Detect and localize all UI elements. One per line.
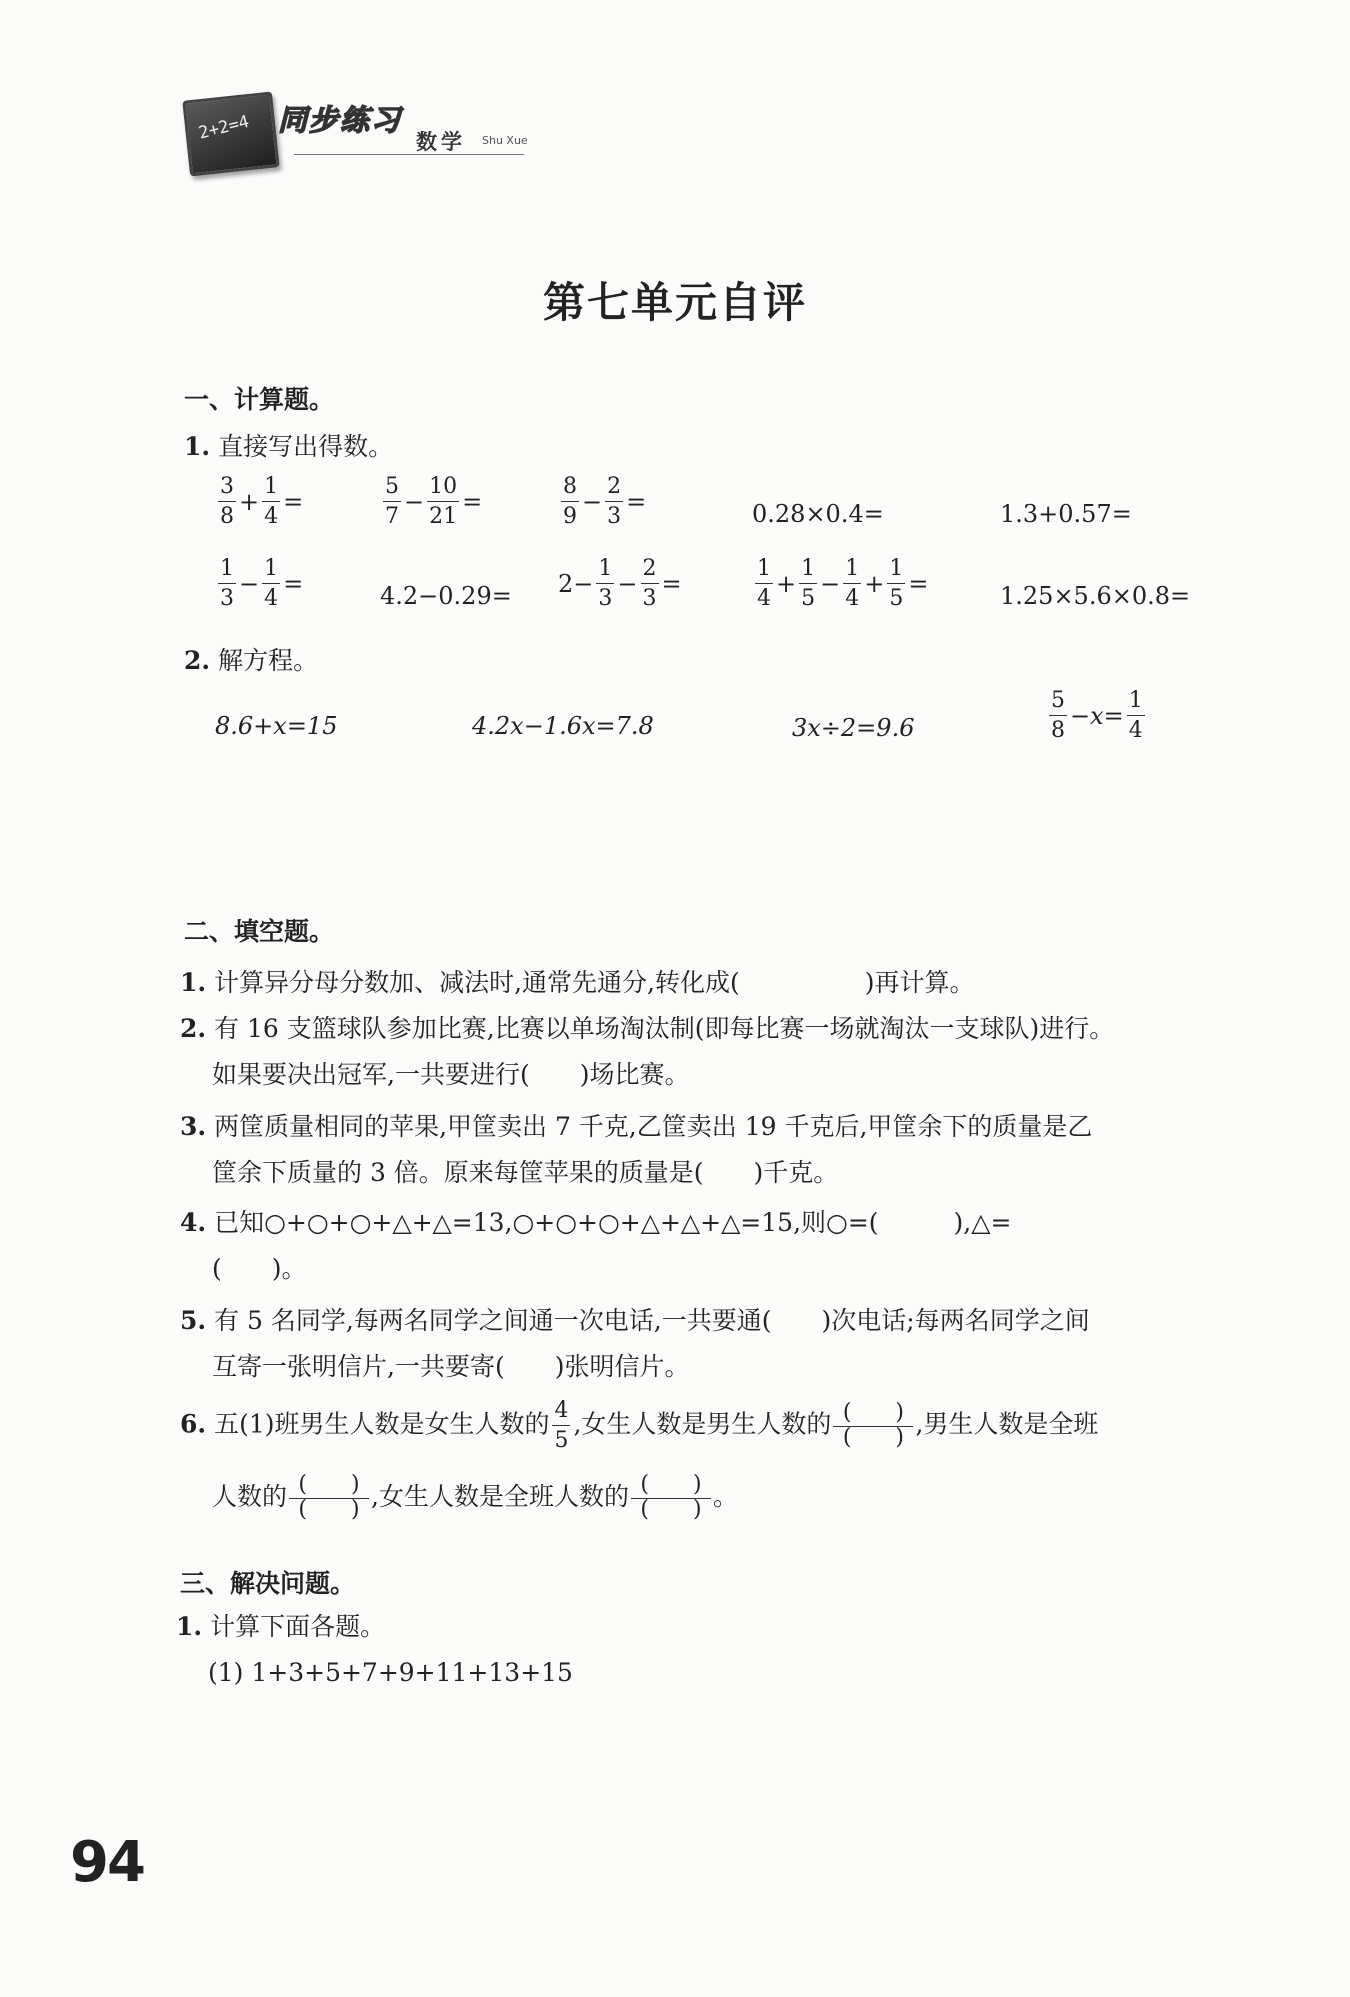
fill-item-6-line-2: 人数的 ( ) ( ) ,女生人数是全班人数的 ( ) ( ) 。	[212, 1472, 738, 1522]
s1-q2-number: 2.	[184, 646, 211, 675]
fill-item-2-line-2: 如果要决出冠军,一共要进行( )场比赛。	[212, 1060, 690, 1089]
s3-q1: 1. 计算下面各题。	[176, 1612, 386, 1641]
blank-fraction[interactable]: ( ) ( )	[833, 1402, 913, 1451]
fill-item-3: 3. 两筐质量相同的苹果,甲筐卖出 7 千克,乙筐卖出 19 千克后,甲筐余下的质量是乙 筐余下质量的 3 倍。原来每筐苹果的质量是( )千克。	[180, 1104, 1092, 1196]
equation-2: 4.2x−1.6x=7.8	[472, 712, 654, 740]
header-logo	[186, 82, 546, 182]
fill-item-5-line-2: 互寄一张明信片,一共要寄( )张明信片。	[212, 1352, 690, 1381]
equation-3: 3x÷2=9.6	[792, 714, 915, 742]
calc-r2-e1: $\frac{1}{3}$ − $\frac{1}{4}$ =	[220, 556, 304, 611]
s3-q1-sub1: (1) 1+3+5+7+9+11+13+15	[208, 1658, 573, 1687]
board-text: 2+2=4	[196, 111, 252, 144]
section3-heading: 三、解决问题。	[180, 1569, 356, 1598]
s1-q2-text: 解方程。	[218, 646, 319, 675]
calc-r2-e2: 4.2−0.29=	[380, 582, 512, 610]
calc-r1-e4: 0.28×0.4=	[752, 500, 884, 528]
s3-q1-text: 计算下面各题。	[210, 1612, 386, 1641]
fill-item-4: 4. 已知○+○+○+△+△=13,○+○+○+△+△+△=15,则○=( ),△= ( )。	[180, 1200, 1011, 1292]
fill-item-3-line-1: 两筐质量相同的苹果,甲筐卖出 7 千克,乙筐卖出 19 千克后,甲筐余下的质量是乙	[214, 1112, 1093, 1141]
page-title: 第七单元自评	[542, 278, 807, 327]
fill-item-5: 5. 有 5 名同学,每两名同学之间通一次电话,一共要通( )次电话;每两名同学之间 互寄一张明信片,一共要寄( )张明信片。	[180, 1298, 1090, 1390]
fill-item-1: 1. 计算异分母分数加、减法时,通常先通分,转化成( )再计算。	[180, 968, 975, 997]
s1-q1-text: 直接写出得数。	[218, 432, 394, 461]
calc-r1-e5: 1.3+0.57=	[1000, 500, 1132, 528]
series-title: 同步练习	[278, 103, 403, 137]
section2-heading: 二、填空题。	[184, 917, 335, 946]
subject-label: 数学	[416, 130, 466, 154]
fill-item-2: 2. 有 16 支篮球队参加比赛,比赛以单场淘汰制(即每比赛一场就淘汰一支球队)进行。 如果要决出冠军,一共要进行( )场比赛。	[180, 1006, 1114, 1098]
s1-q1	[184, 424, 393, 470]
calc-r1-e1: $\frac{3}{8}$ + $\frac{1}{4}$ =	[220, 474, 304, 529]
blank-fraction[interactable]: ( ) ( )	[289, 1474, 369, 1523]
fill-item-4-line-1: 已知○+○+○+△+△=13,○+○+○+△+△+△=15,则○=( ),△=	[214, 1208, 1012, 1237]
equation-1: 8.6+x=15	[215, 712, 338, 740]
fill-item-6: 6. 五(1)班男生人数是女生人数的 $\frac{4}{5}$ ,女生人数是男生人数的 ( ) ( ) ,男生人数是全班	[180, 1398, 1099, 1453]
fill-item-5-line-1: 有 5 名同学,每两名同学之间通一次电话,一共要通( )次电话;每两名同学之间	[214, 1306, 1090, 1335]
subject-pinyin: Shu Xue	[482, 134, 528, 147]
s1-q2	[184, 638, 318, 684]
calc-r1-e3: $\frac{8}{9}$ − $\frac{2}{3}$ =	[563, 474, 647, 529]
blank-fraction[interactable]: ( ) ( )	[631, 1474, 711, 1523]
s1-q1-number: 1.	[184, 432, 211, 461]
blackboard-icon	[182, 92, 279, 177]
calc-r2-e4: $\frac{1}{4}$ + $\frac{1}{5}$ − $\frac{1}{4}$ + $\frac{1}{5}$ =	[757, 556, 929, 611]
fill-item-4-line-2: ( )。	[212, 1254, 307, 1283]
calc-r1-e2: $\frac{5}{7}$ − $\frac{10}{21}$ =	[385, 474, 483, 529]
fill-item-1-line-1: 计算异分母分数加、减法时,通常先通分,转化成( )再计算。	[214, 968, 975, 997]
header-divider	[294, 154, 524, 155]
calc-r2-e3: 2− $\frac{1}{3}$ − $\frac{2}{3}$ =	[558, 556, 682, 611]
section1-heading: 一、计算题。	[184, 385, 335, 414]
calc-r2-e5: 1.25×5.6×0.8=	[1000, 582, 1191, 610]
fill-item-2-line-1: 有 16 支篮球队参加比赛,比赛以单场淘汰制(即每比赛一场就淘汰一支球队)进行。	[214, 1014, 1115, 1043]
fill-item-3-line-2: 筐余下质量的 3 倍。原来每筐苹果的质量是( )千克。	[212, 1158, 839, 1187]
page-number: 94	[70, 1830, 144, 1895]
equation-4: $\frac{5}{8}$ −x= $\frac{1}{4}$	[1051, 688, 1143, 743]
